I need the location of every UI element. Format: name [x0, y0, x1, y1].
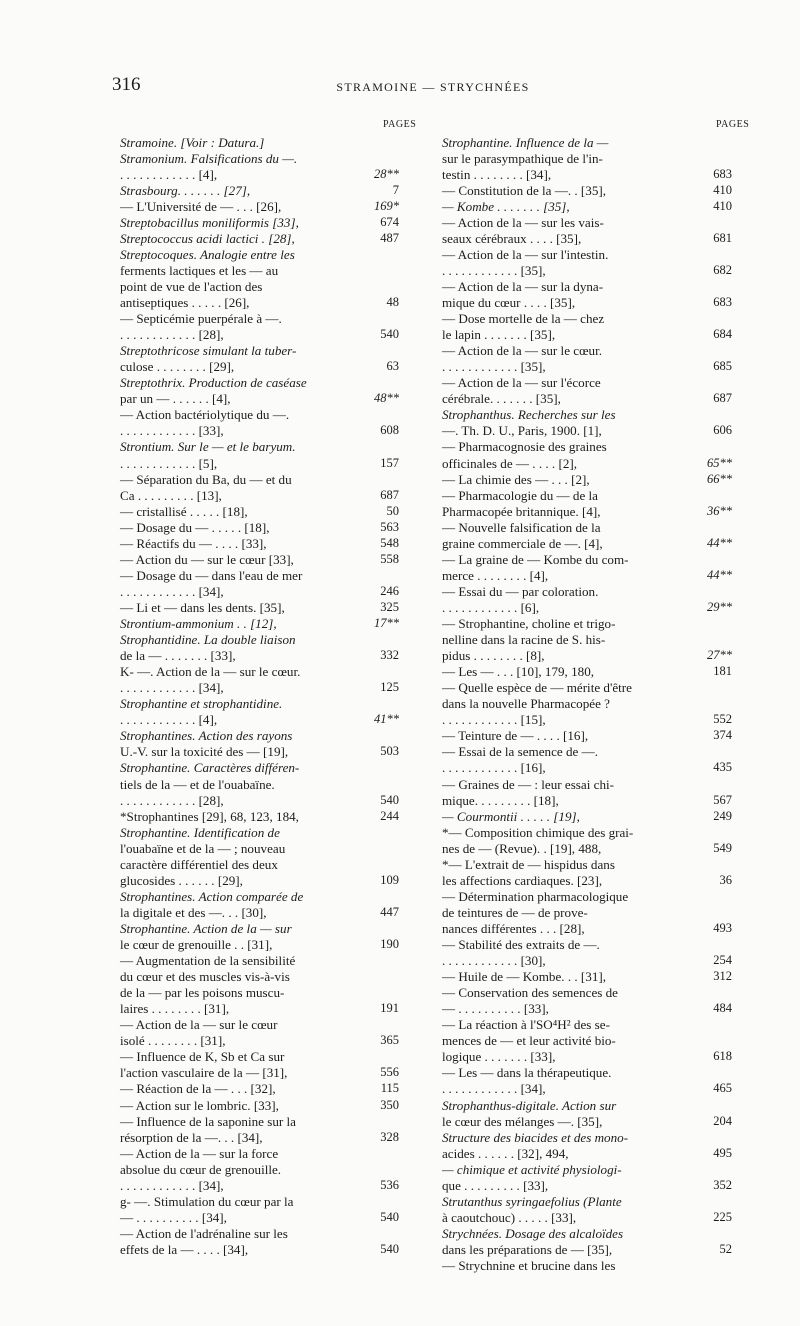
entry-text: — Influence de la saponine sur la: [120, 1113, 296, 1129]
entry-page-number: 44**: [707, 535, 732, 550]
entry-text: absolue du cœur de grenouille.: [120, 1161, 282, 1177]
entry-text: l'action vasculaire de la — [31],: [120, 1065, 288, 1081]
entry-page-number: 540: [380, 792, 399, 807]
entry-text: cérébrale. . . . . . . [35],: [442, 391, 561, 407]
entry-text: — Dosage du — dans l'eau de mer: [120, 567, 303, 583]
entry-page-number: 350: [380, 1097, 399, 1112]
entry-page-number: 29**: [707, 599, 732, 614]
entry-text: . . . . . . . . . . . . [34],: [120, 680, 224, 696]
entry-text: —. Th. D. U., Paris, 1900. [1],: [442, 423, 602, 439]
entry-page-number: 332: [380, 648, 399, 663]
entry-text: . . . . . . . . . . . . [34],: [120, 1177, 224, 1193]
entry-page-number: 204: [713, 1113, 732, 1128]
entry-text: — Dose mortelle de la — chez: [442, 311, 605, 327]
entry-page-number: 410: [713, 182, 732, 197]
entry-page-number: 493: [713, 920, 732, 935]
entry-text: Strophantines. Action des rayons: [120, 728, 293, 744]
entry-text: Stramonium. Falsifications du —.: [120, 150, 298, 166]
entry-page-number: 487: [380, 230, 399, 245]
entry-text: Structure des biacides et des mono-: [442, 1129, 629, 1145]
entry-text: nes de — (Revue). . [19], 488,: [442, 840, 602, 856]
entry-page-number: 548: [380, 535, 399, 550]
entry-page-number: 352: [713, 1177, 732, 1192]
entry-page-number: 244: [380, 808, 399, 823]
entry-text: Streptocoques. Analogie entre les: [120, 246, 295, 262]
entry-text: les affections cardiaques. [23],: [442, 872, 603, 888]
entry-text: — Détermination pharmacologique: [442, 888, 629, 904]
entry-text: Strasbourg. . . . . . . [27],: [120, 182, 251, 198]
entry-page-number: 606: [713, 423, 732, 438]
entry-text: de la — . . . . . . . [33],: [120, 648, 236, 664]
entry-page-number: 41**: [374, 712, 399, 727]
entry-page-number: 28**: [374, 166, 399, 181]
entry-page-number: 374: [713, 728, 732, 743]
entry-text: graine commerciale de —. [4],: [442, 535, 603, 551]
entry-text: — Les — . . . [10], 179, 180,: [442, 664, 595, 680]
entry-text: — Pharmacologie du — de la: [442, 487, 598, 503]
entry-text: — Strychnine et brucine dans les: [442, 1258, 616, 1273]
entry-page-number: 683: [713, 295, 732, 309]
entry-text: à caoutchouc) . . . . . [33],: [442, 1209, 577, 1225]
entry-text: Strophantines. Action comparée de: [120, 888, 304, 904]
entry-text: — Teinture de — . . . . [16],: [442, 728, 589, 744]
entry-page-number: 552: [713, 712, 732, 727]
entry-text: de teintures de — de prove-: [442, 904, 588, 920]
entry-text: — Strophantine, choline et trigo-: [442, 616, 616, 631]
entry-page-number: 495: [713, 1145, 732, 1160]
entry-page-number: 246: [380, 583, 399, 598]
entry-text: — Essai de la semence de —.: [442, 744, 598, 760]
entry-page-number: 325: [380, 599, 399, 614]
entry-text: officinales de — . . . . [2],: [442, 455, 578, 471]
entry-text: seaux cérébraux . . . . [35],: [442, 230, 582, 246]
entry-page-number: 540: [380, 327, 399, 342]
entry-text: — chimique et activité physiologi-: [442, 1161, 622, 1177]
entry-text: . . . . . . . . . . . . [34],: [442, 1081, 546, 1097]
entry-text: Streptothricose simulant la tuber-: [120, 343, 297, 359]
entry-text: — Séparation du Ba, du — et du: [120, 471, 292, 487]
entry-text: testin . . . . . . . . [34],: [442, 166, 552, 182]
entry-page-number: 465: [713, 1081, 732, 1096]
entry-text: Strophantine et strophantidine.: [120, 696, 283, 712]
entry-page-number: 567: [713, 792, 732, 807]
entry-text: *— Composition chimique des grai-: [442, 824, 634, 840]
entry-page-number: 503: [380, 744, 399, 759]
entry-page-number: 558: [380, 551, 399, 566]
entry-text: mique du cœur . . . . [35],: [442, 295, 576, 310]
entry-page-number: 549: [713, 840, 732, 855]
entry-text: Strophantine. Action de la — sur: [120, 920, 292, 936]
entry-page-number: 63: [386, 359, 399, 374]
page-number: 316: [112, 74, 141, 95]
entry-text: Stramoine. [Voir : Datura.]: [120, 134, 265, 150]
entry-text: Strutanthus syringaefolius (Plante: [442, 1193, 622, 1209]
entry-page-number: 52: [719, 1241, 732, 1256]
entry-text: Strophantidine. La double liaison: [120, 632, 296, 648]
entry-text: caractère différentiel des deux: [120, 856, 278, 872]
entry-text: . . . . . . . . . . . . [4],: [120, 166, 218, 182]
entry-text: — Augmentation de la sensibilité: [120, 953, 296, 969]
entry-text: l'ouabaïne et de la — ; nouveau: [120, 840, 286, 856]
entry-page-number: 115: [380, 1081, 399, 1096]
entry-text: — Constitution de la —. . [35],: [442, 182, 607, 198]
entry-page-number: 312: [713, 969, 732, 984]
entry-text: . . . . . . . . . . . . [28],: [120, 327, 224, 343]
entry-text: Streptothrix. Production de caséase: [120, 375, 307, 391]
entry-text: . . . . . . . . . . . . [34],: [120, 583, 224, 599]
entry-page-number: 410: [713, 198, 732, 213]
entry-page-number: 48: [386, 295, 399, 309]
entry-text: — Essai du — par coloration.: [442, 583, 599, 599]
entry-page-number: 157: [380, 455, 399, 470]
entry-text: Strontium. Sur le — et le baryum.: [120, 439, 296, 455]
entry-text: que . . . . . . . . . [33],: [442, 1177, 549, 1193]
entry-page-number: 65**: [707, 455, 732, 470]
entry-text: — Action de l'adrénaline sur les: [120, 1225, 288, 1241]
entry-page-number: 328: [380, 1129, 399, 1144]
entry-text: Strophanthus. Recherches sur les: [442, 407, 616, 423]
entry-text: — Graines de — : leur essai chi-: [442, 776, 614, 792]
entry-page-number: 608: [380, 423, 399, 438]
entry-text: . . . . . . . . . . . . [16],: [442, 760, 546, 776]
entry-text: logique . . . . . . . [33],: [442, 1049, 556, 1065]
entry-text: glucosides . . . . . . [29],: [120, 872, 243, 888]
entry-text: . . . . . . . . . . . . [35],: [442, 359, 546, 375]
entry-page-number: 484: [713, 1001, 732, 1016]
entry-text: . . . . . . . . . . . . [6],: [442, 599, 540, 615]
entry-page-number: 536: [380, 1177, 399, 1192]
entry-page-number: 17**: [374, 616, 399, 630]
entry-text: g- —. Stimulation du cœur par la: [120, 1193, 294, 1209]
entry-page-number: 685: [713, 359, 732, 374]
entry-text: Strophanthus-digitale. Action sur: [442, 1097, 617, 1113]
entry-page-number: 181: [713, 664, 732, 679]
entry-text: — Influence de K, Sb et Ca sur: [120, 1049, 285, 1065]
entry-page-number: 36**: [707, 503, 732, 518]
entry-text: Ca . . . . . . . . . [13],: [120, 487, 222, 503]
entry-text: — Courmontii . . . . . [19],: [442, 808, 580, 824]
entry-text: — Action du — sur le cœur [33],: [120, 551, 294, 567]
entry-text: . . . . . . . . . . . . [28],: [120, 792, 224, 808]
entry-text: — Septicémie puerpérale à —.: [120, 311, 282, 327]
entry-text: dans la nouvelle Pharmacopée ?: [442, 696, 610, 712]
entry-page-number: 7: [392, 182, 399, 197]
entry-page-number: 556: [380, 1065, 399, 1080]
entry-page-number: 540: [380, 1241, 399, 1256]
entry-text: résorption de la —. . . [34],: [120, 1129, 263, 1145]
entry-page-number: 225: [713, 1209, 732, 1224]
entry-text: point de vue de l'action des: [120, 278, 263, 294]
pages-column-label: PAGES: [383, 119, 417, 130]
entry-page-number: 66**: [707, 471, 732, 486]
entry-text: mique. . . . . . . . . [18],: [442, 792, 559, 808]
entry-text: merce . . . . . . . . [4],: [442, 567, 549, 583]
entry-text: Strontium-ammonium . . [12],: [120, 616, 277, 631]
entry-text: . . . . . . . . . . . . [35],: [442, 262, 546, 278]
entry-text: sur le parasympathique de l'in-: [442, 150, 603, 166]
entry-text: — Huile de — Kombe. . . [31],: [442, 969, 607, 985]
entry-text: — Action de la — sur l'écorce: [442, 375, 601, 391]
entry-text: *Strophantines [29], 68, 123, 184,: [120, 808, 299, 824]
entry-text: — Conservation des semences de: [442, 985, 618, 1001]
entry-page-number: 50: [386, 503, 399, 518]
entry-text: U.-V. sur la toxicité des — [19],: [120, 744, 289, 760]
entry-text: . . . . . . . . . . . . [4],: [120, 712, 218, 728]
entry-text: — Pharmacognosie des graines: [442, 439, 607, 455]
entry-text: — cristallisé . . . . . [18],: [120, 503, 248, 519]
entry-text: . . . . . . . . . . . . [15],: [442, 712, 546, 728]
pages-column-label: PAGES: [716, 119, 750, 130]
entry-page-number: 674: [380, 214, 399, 229]
entry-text: le lapin . . . . . . . [35],: [442, 327, 556, 343]
entry-page-number: 109: [380, 872, 399, 887]
entry-text: Strychnées. Dosage des alcaloïdes: [442, 1225, 624, 1241]
page-header: [112, 74, 754, 104]
entry-text: . . . . . . . . . . . . [33],: [120, 423, 224, 439]
entry-text: la digitale et des —. . . [30],: [120, 904, 267, 920]
entry-page-number: 190: [380, 937, 399, 951]
entry-text: — Dosage du — . . . . . [18],: [120, 519, 270, 535]
entry-text: — Action de la — sur la dyna-: [442, 278, 604, 294]
entry-text: — Li et — dans les dents. [35],: [120, 599, 285, 615]
entry-text: isolé . . . . . . . . [31],: [120, 1033, 226, 1049]
entry-page-number: 365: [380, 1033, 399, 1048]
entry-text: — Action de la — sur la force: [120, 1145, 279, 1161]
entry-page-number: 687: [713, 391, 732, 406]
entry-text: — La réaction à l'SO⁴H² des se-: [442, 1017, 610, 1033]
entry-page-number: 36: [719, 872, 732, 887]
entry-page-number: 435: [713, 760, 732, 775]
entry-text: acides . . . . . . [32], 494,: [442, 1145, 569, 1161]
entry-text: — Nouvelle falsification de la: [442, 519, 601, 535]
entry-page-number: 684: [713, 327, 732, 342]
entry-page-number: 191: [380, 1001, 399, 1016]
entry-text: Streptobacillus moniliformis [33],: [120, 214, 299, 230]
entry-text: — Action de la — sur le cœur: [120, 1017, 278, 1033]
running-title: STRAMOINE — STRYCHNÉES: [336, 80, 530, 94]
entry-text: — Action sur le lombric. [33],: [120, 1097, 279, 1113]
entry-text: le cœur des mélanges —. [35],: [442, 1113, 603, 1129]
entry-text: de la — par les poisons muscu-: [120, 985, 285, 1001]
entry-page-number: 681: [713, 230, 732, 245]
entry-page-number: 683: [713, 166, 732, 181]
entry-page-number: 563: [380, 519, 399, 534]
entry-text: ferments lactiques et les — au: [120, 262, 279, 278]
entry-text: — Quelle espèce de — mérite d'être: [442, 680, 632, 696]
entry-page-number: 169*: [374, 198, 399, 213]
entry-text: Pharmacopée britannique. [4],: [442, 503, 601, 519]
entry-page-number: 254: [713, 953, 732, 968]
entry-page-number: 540: [380, 1209, 399, 1224]
entry-text: — Kombe . . . . . . . [35],: [442, 198, 570, 214]
entry-text: nelline dans la racine de S. his-: [442, 632, 606, 648]
entry-text: *— L'extrait de — hispidus dans: [442, 856, 615, 872]
entry-text: — La chimie des — . . . [2],: [442, 471, 590, 487]
entry-text: nances différentes . . . [28],: [442, 920, 585, 936]
entry-page-number: 44**: [707, 567, 732, 582]
entry-text: — La graine de — Kombe du com-: [442, 551, 629, 567]
entry-text: — Action de la — sur l'intestin.: [442, 246, 609, 262]
entry-text: — Réaction de la — . . . [32],: [120, 1081, 276, 1097]
entry-page-number: 48**: [374, 391, 399, 406]
entry-text: dans les préparations de — [35],: [442, 1241, 613, 1257]
entry-text: mences de — et leur activité bio-: [442, 1033, 616, 1049]
entry-page-number: 447: [380, 904, 399, 919]
entry-page-number: 687: [380, 487, 399, 502]
entry-text: — Action bactériolytique du —.: [120, 407, 290, 423]
entry-text: du cœur et des muscles vis-à-vis: [120, 969, 290, 985]
entry-text: — Stabilité des extraits de —.: [442, 937, 600, 952]
entry-text: le cœur de grenouille . . [31],: [120, 937, 273, 952]
entry-text: — L'Université de — . . . [26],: [120, 198, 282, 214]
entry-text: . . . . . . . . . . . . [30],: [442, 953, 546, 969]
entry-text: — Action de la — sur le cœur.: [442, 343, 603, 359]
entry-text: laires . . . . . . . . [31],: [120, 1001, 230, 1017]
entry-text: effets de la — . . . . [34],: [120, 1241, 249, 1257]
entry-text: . . . . . . . . . . . . [5],: [120, 455, 218, 471]
entry-text: — Action de la — sur les vais-: [442, 214, 604, 230]
entry-page-number: 27**: [707, 648, 732, 663]
entry-text: pidus . . . . . . . . [8],: [442, 648, 545, 664]
entry-text: — . . . . . . . . . . [33],: [442, 1001, 549, 1017]
entry-text: antiseptiques . . . . . [26],: [120, 295, 250, 310]
entry-text: Strophantine. Caractères différen-: [120, 760, 300, 776]
entry-page-number: 125: [380, 680, 399, 695]
entry-text: culose . . . . . . . . [29],: [120, 359, 235, 375]
entry-text: par un — . . . . . . [4],: [120, 391, 231, 407]
entry-text: — Réactifs du — . . . . [33],: [120, 535, 267, 551]
entry-text: — . . . . . . . . . . [34],: [120, 1209, 227, 1225]
entry-text: tiels de la — et de l'ouabaïne.: [120, 776, 275, 792]
entry-text: Strophantine. Identification de: [120, 824, 280, 840]
entry-text: K- —. Action de la — sur le cœur.: [120, 664, 301, 680]
entry-text: Streptococcus acidi lactici . [28],: [120, 230, 295, 246]
entry-text: — Les — dans la thérapeutique.: [442, 1065, 612, 1081]
entry-page-number: 249: [713, 808, 732, 823]
entry-page-number: 618: [713, 1049, 732, 1064]
entry-page-number: 682: [713, 262, 732, 277]
entry-text: Strophantine. Influence de la —: [442, 134, 609, 150]
